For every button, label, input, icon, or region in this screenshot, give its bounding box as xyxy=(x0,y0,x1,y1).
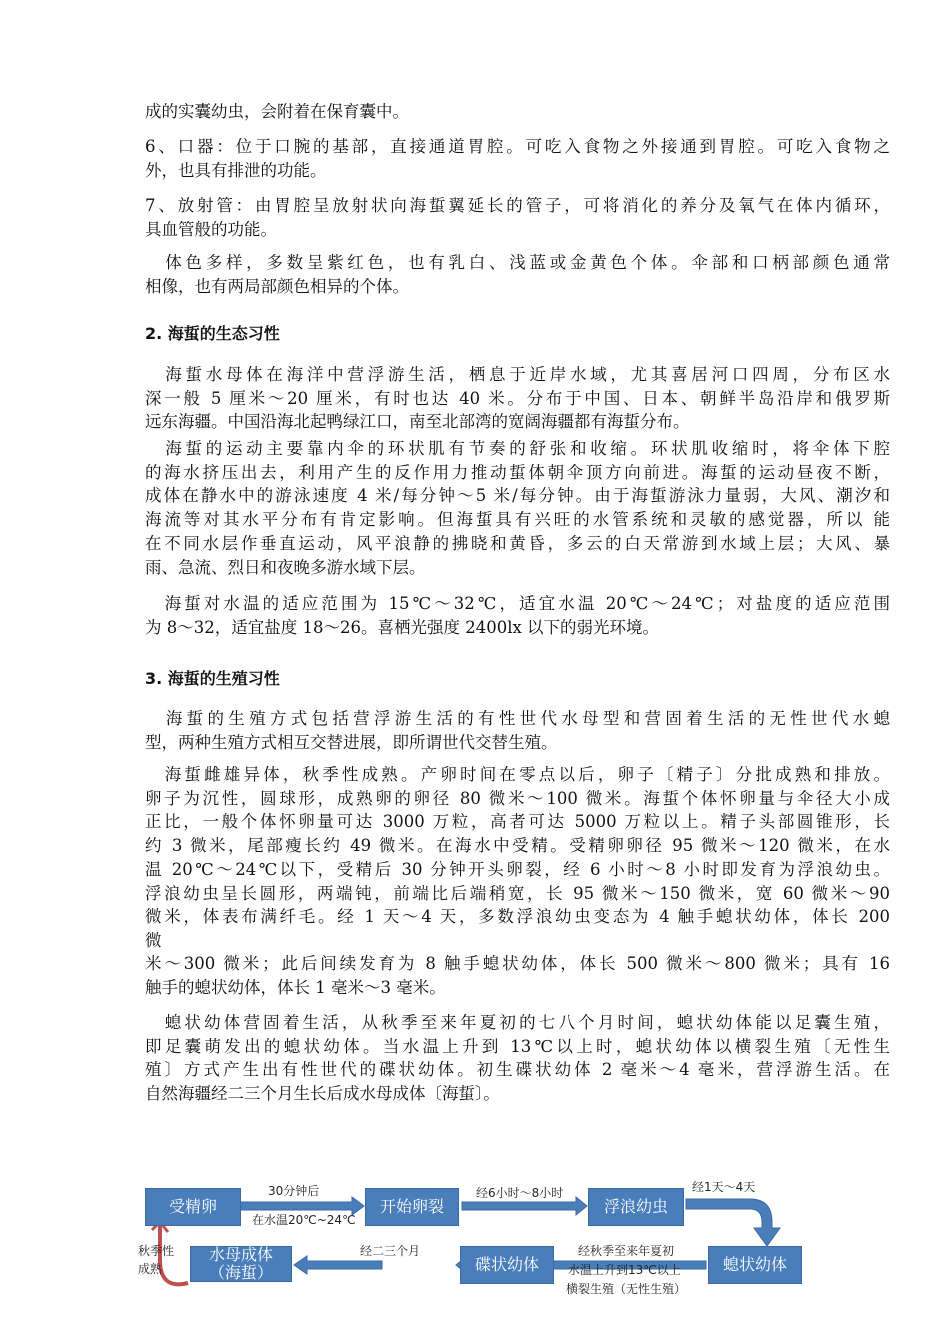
box-cleavage: 开始卵裂 xyxy=(365,1188,459,1226)
section-heading-reproduction: 3. 海蜇的生殖习性 xyxy=(145,669,280,688)
text-line: 在不同水层作垂直运动，风平浪静的拂晓和黄昏，多云的白天常游到水域上层；大风、暴 xyxy=(145,533,890,553)
text-line: 远东海疆。中国沿海北起鸭绿江口，南至北部湾的宽阔海疆都有海蜇分布。 xyxy=(145,412,690,432)
text-line: 相像，也有两局部颜色相异的个体。 xyxy=(145,276,409,296)
text-line: 体色多样，多数呈紫红色，也有乳白、浅蓝或金黄色个体。伞部和口柄部颜色通常 xyxy=(145,253,890,272)
text-line: 海蜇雌雄异体，秋季性成熟。产卵时间在零点以后，卵子〔精子〕分批成熟和排放。 xyxy=(145,765,890,784)
text-line: 7、放射管：由胃腔呈放射状向海蜇翼延长的管子，可将消化的养分及氧气在体内循环， xyxy=(145,196,890,215)
label-water-temp: 在水温20℃~24℃ xyxy=(252,1213,356,1227)
text-line: 卵子为沉性，圆球形，成熟卵的卵径 80 微米～100 微米。海蜇个体怀卵量与伞径大小成 xyxy=(145,788,890,808)
box-fertilized-egg: 受精卵 xyxy=(145,1188,241,1226)
text-line: 海蜇对水温的适应范围为 15℃～32℃，适宜水温 20℃～24℃；对盐度的适应范围 xyxy=(145,594,890,613)
text-line: 约 3 微米，尾部瘦长约 49 微米。在海水中受精。受精卵卵径 95 微米～120 微米，在水 xyxy=(145,836,890,856)
label-1-4d: 经1天～4天 xyxy=(692,1180,756,1194)
text-line: 即足囊萌发出的螅状幼体。当水温上升到 13℃以上时，螅状幼体以横裂生殖〔无性生 xyxy=(145,1036,890,1056)
text-line: 为 8～32，适宜盐度 18～26。喜栖光强度 2400lx 以下的弱光环境。 xyxy=(145,617,660,637)
label-30min: 30分钟后 xyxy=(268,1184,320,1198)
text-line: 海蜇的运动主要靠内伞的环状肌有节奏的舒张和收缩。环状肌收缩时，将伞体下腔 xyxy=(145,439,890,458)
label-autumn: 经秋季至来年夏初 xyxy=(578,1244,675,1258)
box-polyp: 螅状幼体 xyxy=(708,1246,802,1284)
text-line: 深一般 5 厘米～20 厘米，有时也达 40 米。分布于中国、日本、朝鲜半岛沿岸和俄罗斯 xyxy=(145,388,890,408)
text-line: 外，也具有排泄的功能。 xyxy=(145,160,327,180)
text-line: 的海水挤压出去，利用产生的反作用力推动蜇体朝伞顶方向前进。海蜇的运动昼夜不断， xyxy=(145,462,890,482)
label-2-3months: 经二三个月 xyxy=(360,1244,421,1258)
text-line: 型，两种生殖方式相互交替进展，即所谓世代交替生殖。 xyxy=(145,732,558,752)
text-line: 微米，体表布满纤毛。经 1 天～4 天，多数浮浪幼虫变态为 4 触手螅状幼体，体长 200 xyxy=(145,907,890,927)
label-autumn-maturity: 秋季性成熟 xyxy=(138,1244,175,1276)
text-line: 成的实囊幼虫，会附着在保育囊中。 xyxy=(145,102,409,121)
text-line: 米～300 微米；此后间续发育为 8 触手螅状幼体，体长 500 微米～800 微米；具有 16 xyxy=(145,954,890,973)
text-line: 成体在静水中的游泳速度 4 米/每分钟～5 米/每分钟。由于海蜇游泳力量弱，大风、潮汐和 xyxy=(145,486,890,506)
arrow-3 xyxy=(686,1199,780,1246)
text-line: 正比，一般个体怀卵量可达 3000 万粒，高者可达 5000 万粒以上。精子头部圆锥形，长 xyxy=(145,812,890,832)
text-line: 雨、急流、烈日和夜晚多游水域下层。 xyxy=(145,557,426,577)
text-line: 殖〕方式产生出有性世代的碟状幼体。初生碟状幼体 2 毫米～4 毫米，营浮游生活。在 xyxy=(145,1060,890,1080)
text-line: 触手的螅状幼体，体长 1 毫米～3 毫米。 xyxy=(145,977,446,997)
label-6-8h: 经6小时～8小时 xyxy=(476,1186,564,1200)
text-line: 温 20℃～24℃以下，受精后 30 分钟开头卵裂，经 6 小时～8 小时即发育为浮浪幼虫。 xyxy=(145,859,890,879)
text-line: 海流等对其水平分布有肯定影响。但海蜇具有兴旺的水管系统和灵敏的感觉器，所以 能 xyxy=(145,510,890,530)
text-line: 浮浪幼虫呈长圆形，两端钝，前端比后端稍宽，长 95 微米～150 微米，宽 60 微米～90 xyxy=(145,883,890,903)
text-line: 具血管般的功能。 xyxy=(145,219,277,239)
text-line: 螅状幼体营固着生活，从秋季至来年夏初的七八个月时间，螅状幼体能以足囊生殖， xyxy=(145,1013,890,1032)
section-heading-ecology: 2. 海蜇的生态习性 xyxy=(145,324,280,343)
text-line: 6、口器：位于口腕的基部，直接通道胃腔。可吃入食物之外接通到胃腔。可吃入食物之 xyxy=(145,137,890,156)
text-line: 海蜇水母体在海洋中营浮游生活，栖息于近岸水域，尤其喜居河口四周，分布区水 xyxy=(145,365,890,384)
box-ephyra: 碟状幼体 xyxy=(460,1246,554,1284)
box-medusa: 水母成体（海蜇） xyxy=(190,1246,292,1282)
text-line: 海蜇的生殖方式包括营浮游生活的有性世代水母型和营固着生活的无性世代水螅 xyxy=(145,709,890,728)
text-line: 微 xyxy=(145,930,162,950)
box-planula: 浮浪幼虫 xyxy=(588,1188,684,1226)
text-line: 自然海疆经二三个月生长后成水母成体〔海蜇〕。 xyxy=(145,1084,500,1104)
label-strobilation: 横裂生殖（无性生殖） xyxy=(566,1282,687,1296)
label-13c: 水温上升到13℃以上 xyxy=(568,1263,681,1277)
